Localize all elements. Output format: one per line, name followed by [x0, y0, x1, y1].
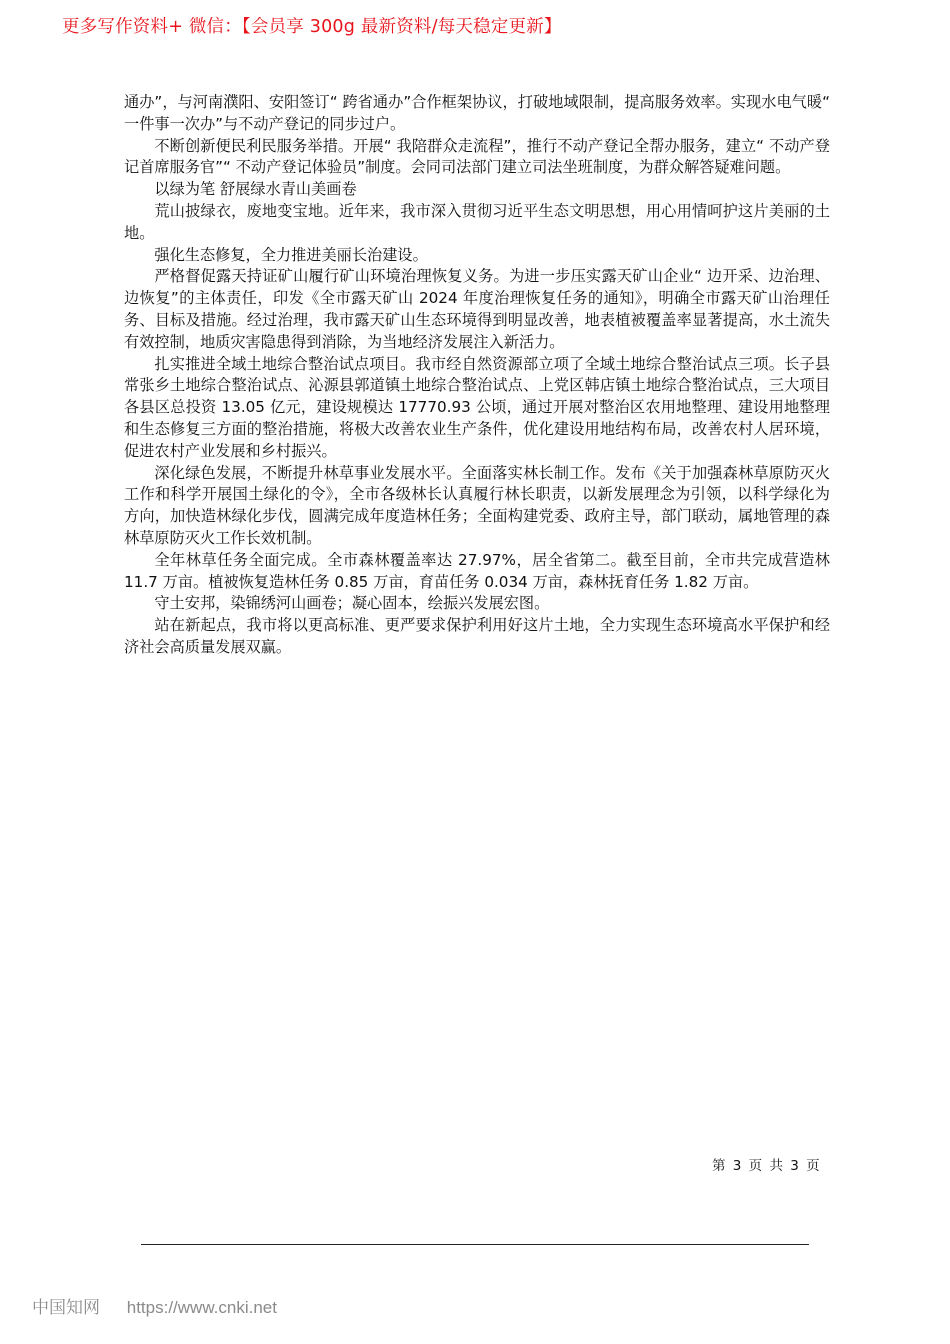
subsection-heading: 强化生态修复，全力推进美丽长治建设。 [154, 245, 428, 264]
source-url-link[interactable]: https://www.cnki.net [126, 1298, 277, 1317]
paragraph: 严格督促露天持证矿山履行矿山环境治理恢复义务。为进一步压实露天矿山企业“ 边开采、边治理、边恢复”的主体责任，印发《全市露天矿山 2024 年度治理恢复任务的通知》，明确全市露天矿山治理任务、目标及措施。经过治理，我市露天矿山生态环境得到明显改善，地表植被覆盖率显著提高，水土流失有效控制，地质灾害隐患得到消除，为当地经济发展注入新活力。 [124, 267, 830, 351]
page-number: 第 3 页 共 3 页 [712, 1158, 822, 1174]
footer-source [32, 1293, 277, 1318]
paragraph: 不断创新便民利民服务举措。开展“ 我陪群众走流程”，推行不动产登记全帮办服务，建立“ 不动产登记首席服务官”“ 不动产登记体验员”制度。会同司法部门建立司法坐班制度，为群众解答疑难问题。 [124, 136, 830, 177]
promo-banner: 更多写作资料+ 微信：【会员享 300g 最新资料/每天稳定更新】 [62, 17, 562, 37]
paragraph: 深化绿色发展，不断提升林草事业发展水平。全面落实林长制工作。发布《关于加强森林草原防灭火工作和科学开展国土绿化的令》，全市各级林长认真履行林长职责，以新发展理念为引领，以科学绿化为方向，加快造林绿化步伐，圆满完成年度造林任务；全面构建党委、政府主导，部门联动，属地管理的森林草原防灭火工作长效机制。 [124, 463, 830, 547]
paragraph: 全年林草任务全面完成。全市森林覆盖率达 27.97%，居全省第二。截至目前，全市共完成营造林 11.7 万亩。植被恢复造林任务 0.85 万亩，育苗任务 0.034 万亩，森林抚育任务 1.82 万亩。 [124, 550, 830, 591]
source-name: 中国知网 [32, 1298, 100, 1317]
paragraph-continuation: 通办”，与河南濮阳、安阳签订“ 跨省通办”合作框架协议，打破地域限制，提高服务效率。实现水电气暖“ 一件事一次办”与不动产登记的同步过户。 [124, 93, 830, 133]
paragraph: 守土安邦，染锦绣河山画卷；凝心固本，绘振兴发展宏图。 [154, 594, 550, 613]
document-body [124, 92, 830, 659]
paragraph: 站在新起点，我市将以更高标准、更严要求保护利用好这片土地，全力实现生态环境高水平保护和经济社会高质量发展双赢。 [124, 616, 830, 656]
paragraph: 扎实推进全域土地综合整治试点项目。我市经自然资源部立项了全域土地综合整治试点三项。长子县常张乡土地综合整治试点、沁源县郭道镇土地综合整治试点、上党区韩店镇土地综合整治试点，三大项目各县区总投资 13.05 亿元，建设规模达 17770.93 公顷，通过开展对整治区农用地整理、建设用地整理和生态修复三方面的整治措施，将极大改善农业生产条件，优化建设用地结构布局，改善农村人居环境，促进农村产业发展和乡村振兴。 [124, 354, 830, 460]
paragraph: 荒山披绿衣，废地变宝地。近年来，我市深入贯彻习近平生态文明思想，用心用情呵护这片美丽的土地。 [124, 201, 830, 242]
footer-divider [141, 1244, 809, 1245]
section-heading: 以绿为笔 舒展绿水青山美画卷 [154, 180, 357, 199]
